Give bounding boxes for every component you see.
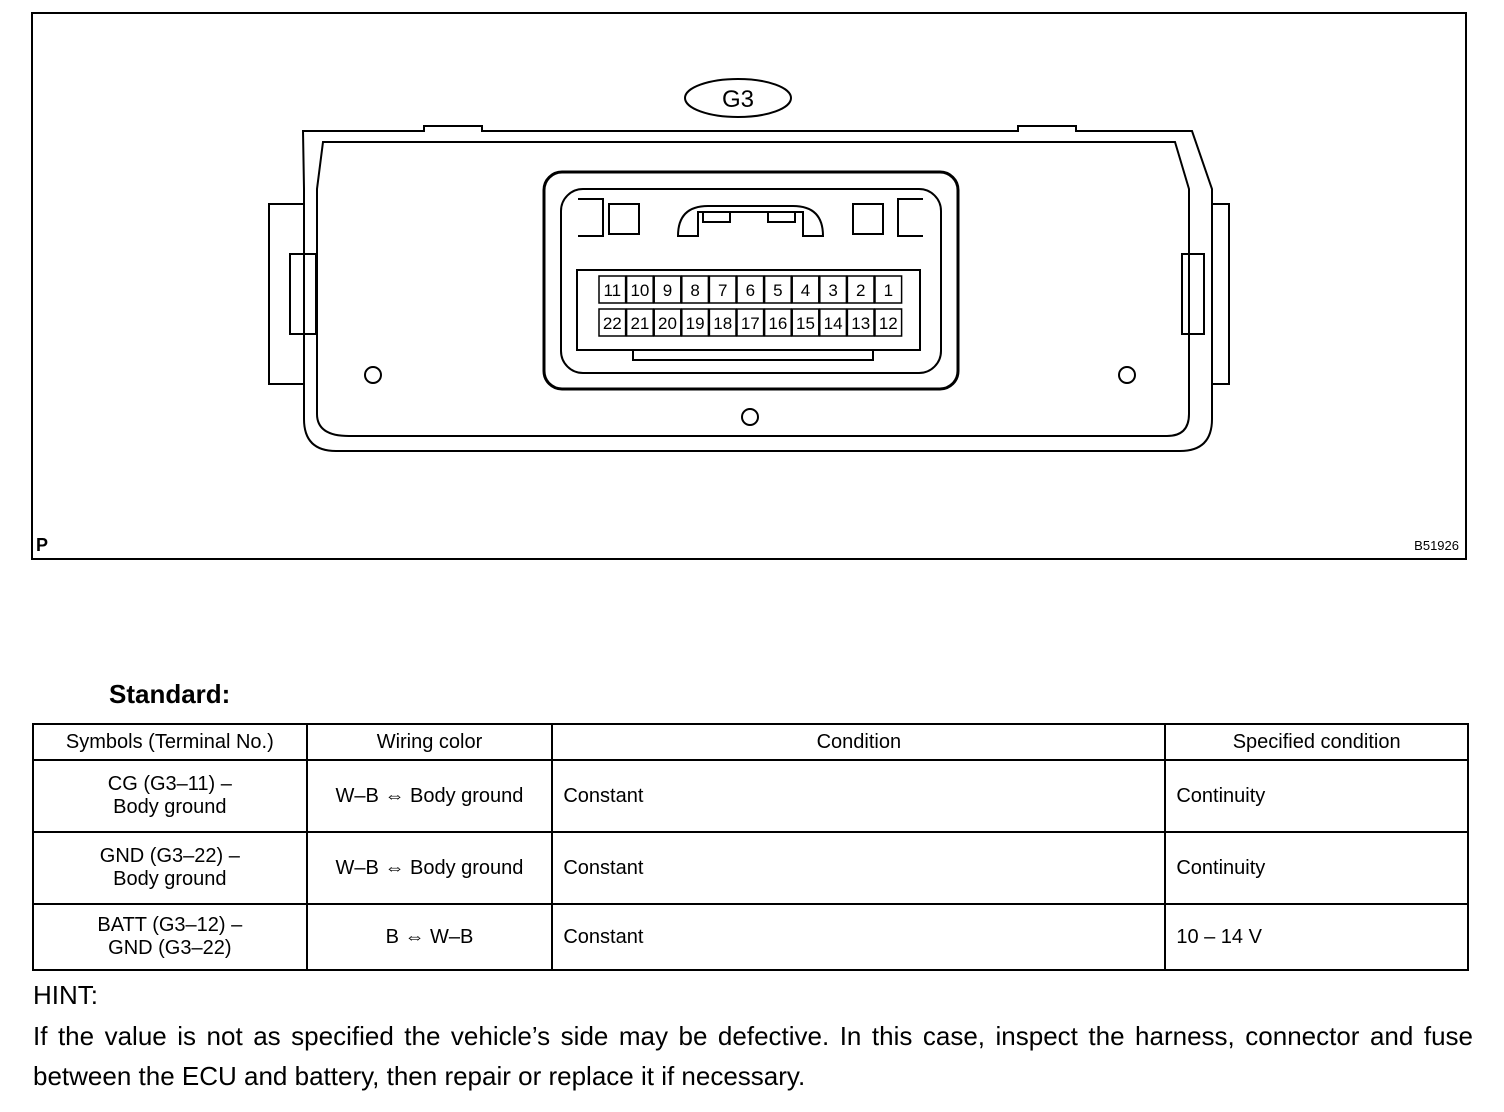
symbol-cell — [33, 904, 307, 970]
table-header-row — [33, 724, 1468, 760]
pin-number: 7 — [717, 281, 728, 300]
wiring-cell: W–B ⇔ Body ground — [307, 832, 553, 904]
pin-number: 1 — [883, 281, 894, 300]
pin-number: 11 — [603, 281, 622, 300]
pin-number: 5 — [773, 281, 783, 300]
pin-number: 2 — [855, 281, 866, 300]
key-left — [609, 204, 639, 234]
specified-cell: Continuity — [1165, 760, 1468, 832]
header-specified: Specified condition — [1165, 724, 1468, 760]
table-row — [33, 760, 1468, 832]
symbol-cell — [33, 760, 307, 832]
housing-outline — [303, 126, 1212, 451]
connector-drawing — [33, 14, 1465, 558]
specified-cell: Continuity — [1165, 832, 1468, 904]
symbol-line: Body ground — [113, 868, 227, 890]
pin-number: 3 — [828, 281, 838, 300]
pin-number: 18 — [713, 314, 733, 333]
pin-number: 10 — [630, 281, 650, 300]
spec-table — [32, 723, 1469, 971]
hint-body: If the value is not as specified the vehicle’s side may be defective. In this case, inspect the harness, connector and fuse between the ECU and battery, then repair or replace it if necessary. — [33, 1021, 1473, 1091]
pin-number: 20 — [658, 314, 677, 333]
header-symbols: Symbols (Terminal No.) — [33, 724, 307, 760]
symbol-cell — [33, 832, 307, 904]
pin-number: 13 — [851, 314, 871, 333]
condition-cell: Constant — [552, 904, 1165, 970]
hint-title: HINT: — [33, 980, 98, 1010]
symbol-line: GND (G3–22) – — [99, 845, 240, 867]
mount-hole-left — [365, 367, 381, 383]
pin-number: 19 — [685, 314, 705, 333]
symbol-line: Body ground — [113, 796, 227, 818]
connector-figure — [31, 12, 1467, 560]
pin-number: 21 — [630, 314, 650, 333]
connector-label: G3 — [721, 86, 755, 113]
condition-cell: Constant — [552, 760, 1165, 832]
header-condition: Condition — [552, 724, 1165, 760]
table-row — [33, 904, 1468, 970]
key-right — [853, 204, 883, 234]
pin-number: 12 — [878, 314, 898, 333]
pin-number: 14 — [823, 314, 843, 333]
pin-number: 8 — [690, 281, 700, 300]
pin-number: 6 — [745, 281, 756, 300]
pin-grid — [599, 276, 902, 336]
pin-number: 9 — [662, 281, 673, 300]
figure-code: B51926 — [1414, 538, 1459, 553]
mount-hole-right — [1119, 367, 1135, 383]
condition-cell: Constant — [552, 832, 1165, 904]
pin-number: 15 — [796, 314, 815, 333]
symbol-line: BATT (G3–12) – — [97, 914, 243, 936]
center-latch — [678, 206, 823, 236]
wiring-cell: W–B ⇔ Body ground — [307, 760, 553, 832]
standard-label: Standard: — [109, 679, 231, 709]
pin-number: 16 — [768, 314, 788, 333]
pin-number: 22 — [602, 314, 622, 333]
header-wiring: Wiring color — [307, 724, 553, 760]
mount-hole-bottom — [742, 409, 758, 425]
pin-number: 17 — [740, 314, 760, 333]
specified-cell: 10 – 14 V — [1165, 904, 1468, 970]
symbol-line: CG (G3–11) – — [107, 773, 232, 795]
figure-letter: P — [36, 535, 49, 555]
symbol-line: GND (G3–22) — [108, 937, 232, 959]
wiring-cell: B ⇔ W–B — [307, 904, 553, 970]
pin-number: 4 — [800, 281, 811, 300]
table-row — [33, 832, 1468, 904]
